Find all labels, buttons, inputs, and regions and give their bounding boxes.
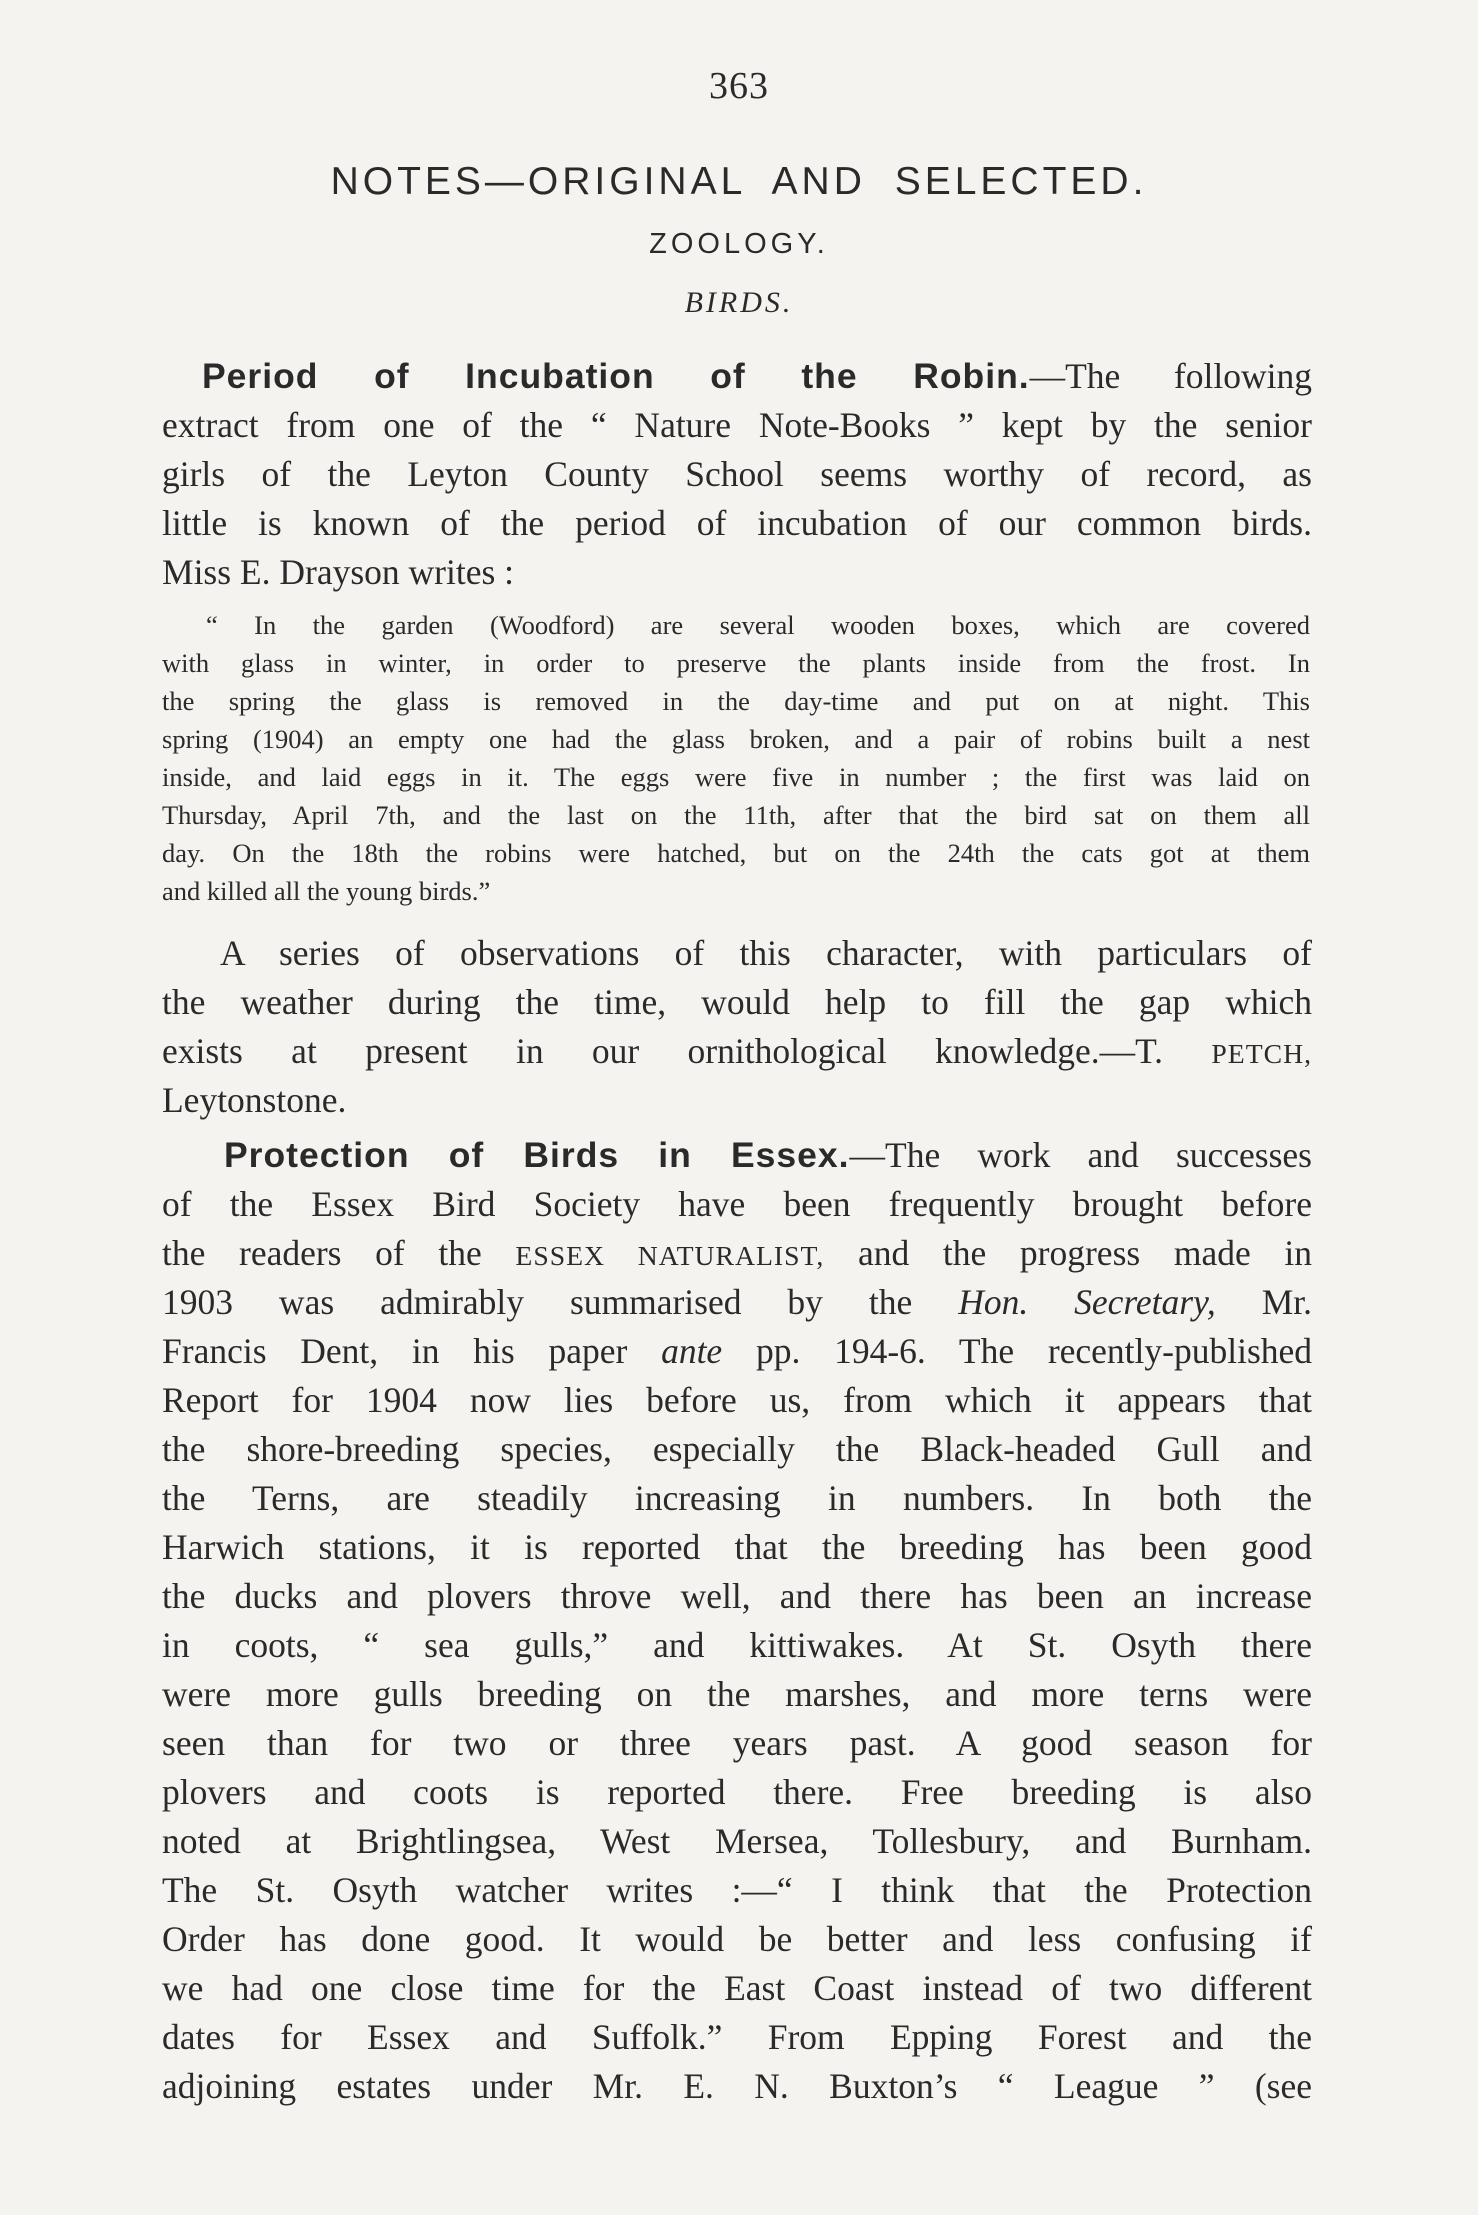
para3-line-16: The St. Osyth watcher writes :—“ I think that the Protection	[162, 1870, 1312, 1910]
para3-line-20: adjoining estates under Mr. E. N. Buxton’s “ League ” (see	[162, 2066, 1312, 2106]
journal-name: ESSEX NATURALIST,	[515, 1240, 825, 1271]
quote-line-5: inside, and laid eggs in it. The eggs were five in number ; the first was laid on	[162, 762, 1310, 792]
para1-line-1-text: —The following	[1029, 356, 1312, 396]
quote-line-8: and killed all the young birds.”	[162, 876, 491, 906]
para3-line-1	[224, 1133, 1312, 1177]
quote-line-2: with glass in winter, in order to preserve the plants inside from the frost. In	[162, 648, 1310, 678]
para1-line-4: little is known of the period of incubation of our common birds.	[162, 503, 1312, 543]
para2-line-2: the weather during the time, would help to fill the gap which	[162, 982, 1312, 1022]
para3-line-3	[162, 1231, 1312, 1275]
para3-line-7: the shore-breeding species, especially the Black-headed Gull and	[162, 1429, 1312, 1469]
section-heading-birds: BIRDS.	[684, 286, 794, 319]
para3-line-12: were more gulls breeding on the marshes, and more terns were	[162, 1674, 1312, 1714]
para1-line-2: extract from one of the “ Nature Note-Books ” kept by the senior	[162, 405, 1312, 445]
para1-title: Period of Incubation of the Robin.	[202, 356, 1030, 396]
quote-line-3: the spring the glass is removed in the day-time and put on at night. This	[162, 686, 1310, 716]
para3-line-3-start: the readers of the	[162, 1233, 482, 1273]
para2-line-3	[162, 1029, 1312, 1073]
para3-line-3-end: and the progress made in	[857, 1233, 1312, 1273]
para3-line-11: in coots, “ sea gulls,” and kittiwakes. At St. Osyth there	[162, 1625, 1312, 1665]
para3-line-5-end: pp. 194-6. The recently-published	[755, 1331, 1313, 1371]
para3-line-17: Order has done good. It would be better and less confusing if	[162, 1919, 1312, 1959]
page-heading: NOTES—ORIGINAL AND SELECTED.	[330, 160, 1148, 203]
para1-line-5: Miss E. Drayson writes :	[162, 552, 515, 592]
hon-secretary: Hon. Secretary,	[958, 1282, 1216, 1322]
quote-line-6: Thursday, April 7th, and the last on the 11th, after that the bird sat on them all	[162, 800, 1310, 830]
quote-line-4: spring (1904) an empty one had the glass broken, and a pair of robins built a nest	[162, 724, 1310, 754]
para3-line-8: the Terns, are steadily increasing in numbers. In both the	[162, 1478, 1312, 1518]
quote-line-1: “ In the garden (Woodford) are several wooden boxes, which are covered	[206, 610, 1310, 640]
para3-line-4-end: Mr.	[1261, 1282, 1313, 1322]
author-name: PETCH,	[1211, 1038, 1312, 1069]
para3-line-10: the ducks and plovers throve well, and there has been an increase	[162, 1576, 1312, 1616]
para2-line-3-text: exists at present in our ornithological knowledge.—T.	[162, 1031, 1164, 1071]
page-number: 363	[709, 65, 769, 107]
section-heading-zoology: ZOOLOGY.	[649, 228, 829, 260]
para3-line-4	[162, 1280, 1312, 1324]
para1-line-1	[202, 354, 1312, 398]
para3-line-9: Harwich stations, it is reported that the breeding has been good	[162, 1527, 1312, 1567]
para3-title: Protection of Birds in Essex.	[224, 1135, 850, 1175]
para3-line-19: dates for Essex and Suffolk.” From Epping Forest and the	[162, 2017, 1312, 2057]
para3-line-14: plovers and coots is reported there. Free breeding is also	[162, 1772, 1312, 1812]
para3-line-2: of the Essex Bird Society have been frequently brought before	[162, 1184, 1312, 1224]
para3-line-6: Report for 1904 now lies before us, from which it appears that	[162, 1380, 1312, 1420]
para3-line-1-text: —The work and successes	[849, 1135, 1312, 1175]
ante-italic: ante	[661, 1331, 723, 1371]
para3-line-13: seen than for two or three years past. A good season for	[162, 1723, 1312, 1763]
para3-line-5	[162, 1329, 1312, 1373]
quote-line-7: day. On the 18th the robins were hatched, but on the 24th the cats got at them	[162, 838, 1310, 868]
para3-line-4-start: 1903 was admirably summarised by the	[162, 1282, 913, 1322]
para3-line-18: we had one close time for the East Coast instead of two different	[162, 1968, 1312, 2008]
para3-line-5-start: Francis Dent, in his paper	[162, 1331, 628, 1371]
para1-line-3: girls of the Leyton County School seems worthy of record, as	[162, 454, 1312, 494]
para2-line-1: A series of observations of this character, with particulars of	[220, 933, 1312, 973]
para3-line-15: noted at Brightlingsea, West Mersea, Tollesbury, and Burnham.	[162, 1821, 1312, 1861]
para2-line-4: Leytonstone.	[162, 1080, 347, 1120]
